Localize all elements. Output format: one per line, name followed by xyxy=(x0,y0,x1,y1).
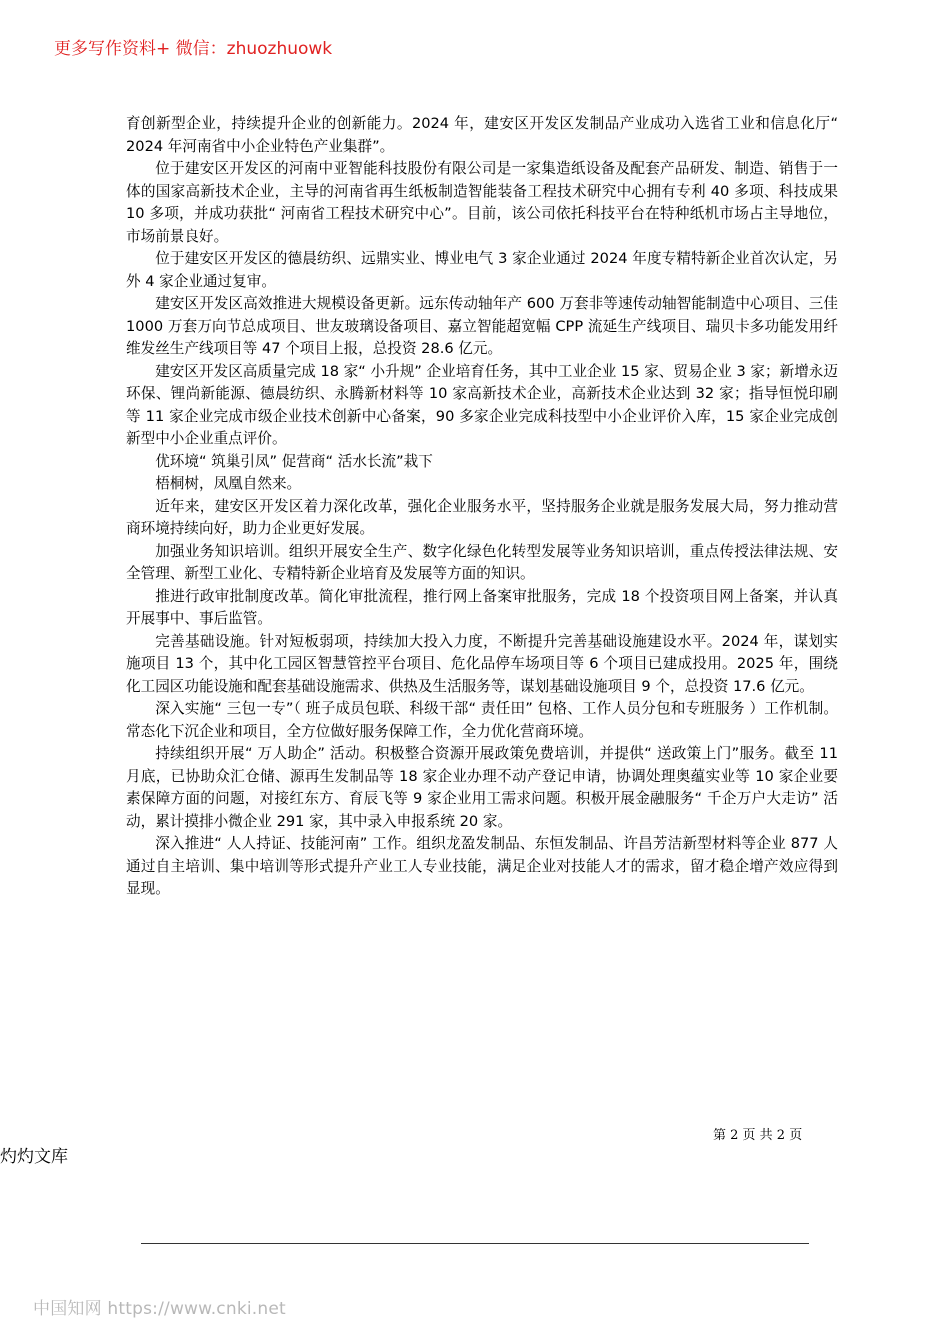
paragraph: 位于建安区开发区的河南中亚智能科技股份有限公司是一家集造纸设备及配套产品研发、制造、销售于一体的国家高新技术企业，主导的河南省再生纸板制造智能装备工程技术研究中心拥有专利 40 多项、科技成果 10 多项，并成功获批“ 河南省工程技术研究中心”。目前，该公司依托科技平台在特种纸机市场占主导地位，市场前景良好。 xyxy=(126,160,838,245)
promo-banner[interactable]: 更多写作资料+ 微信：zhuozhuowk xyxy=(54,39,333,59)
paragraph: 建安区开发区高效推进大规模设备更新。远东传动轴年产 600 万套非等速传动轴智能制造中心项目、三佳 1000 万套万向节总成项目、世友玻璃设备项目、嘉立智能超宽幅 CPP 流延生产线项目、瑞贝卡多功能发用纤维发丝生产线项目等 47 个项目上报，总投资 28.6 亿元。 xyxy=(126,295,838,357)
paragraph: 建安区开发区高质量完成 18 家“ 小升规” 企业培育任务，其中工业企业 15 家、贸易企业 3 家；新增永迈环保、锂尚新能源、德晨纺织、永腾新材料等 10 家高新技术企业，高新技术企业达到 32 家；指导恒悦印刷等 11 家企业完成市级企业技术创新中心备案，90 多家企业完成科技型中小企业评价入库，15 家企业完成创新型中小企业重点评价。 xyxy=(126,362,838,447)
section-heading: 优环境“ 筑巢引凤” 促营商“ 活水长流”栽下 xyxy=(155,452,433,470)
paragraph: 近年来，建安区开发区着力深化改革，强化企业服务水平，坚持服务企业就是服务发展大局，努力推动营商环境持续向好，助力企业更好发展。 xyxy=(126,497,838,537)
paragraph: 推进行政审批制度改革。简化审批流程，推行网上备案审批服务，完成 18 个投资项目网上备案，并认真开展事中、事后监管。 xyxy=(126,587,838,627)
paragraph: 深入推进“ 人人持证、技能河南” 工作。组织龙盈发制品、东恒发制品、许昌芳洁新型材料等企业 877 人通过自主培训、集中培训等形式提升产业工人专业技能，满足企业对技能人才的需求，留才稳企增产效应得到显现。 xyxy=(126,835,838,897)
paragraph: 深入实施“ 三包一专”（ 班子成员包联、科级干部“ 责任田” 包格、工作人员分包和专班服务 ）工作机制。常态化下沉企业和项目，全方位做好服务保障工作，全力优化营商环境。 xyxy=(126,700,838,740)
footer-divider xyxy=(141,1243,809,1244)
site-name: 灼灼文库 xyxy=(0,1147,68,1167)
paragraph: 持续组织开展“ 万人助企” 活动。积极整合资源开展政策免费培训，并提供“ 送政策上门”服务。截至 11 月底，已协助众汇仓储、源再生发制品等 18 家企业办理不动产登记申请，协调处理奥蕴实业等 10 家企业要素保障方面的问题，对接红东方、育辰飞等 9 家企业用工需求问题。积极开展金融服务“ 千企万户大走访” 活动，累计摸排小微企业 291 家，其中录入申报系统 20 家。 xyxy=(126,745,838,830)
paragraph: 完善基础设施。针对短板弱项，持续加大投入力度，不断提升完善基础设施建设水平。2024 年，谋划实施项目 13 个，其中化工园区智慧管控平台项目、危化品停车场项目等 6 个项目已建成投用。2025 年，围绕化工园区功能设施和配套基础设施需求、供热及生活服务等，谋划基础设施项目 9 个，总投资 17.6 亿元。 xyxy=(126,632,838,695)
paragraph: 位于建安区开发区的德晨纺织、远鼎实业、博业电气 3 家企业通过 2024 年度专精特新企业首次认定，另外 4 家企业通过复审。 xyxy=(126,250,838,290)
paragraph: 加强业务知识培训。组织开展安全生产、数字化绿色化转型发展等业务知识培训，重点传授法律法规、安全管理、新型工业化、专精特新企业培育及发展等方面的知识。 xyxy=(126,542,838,582)
paragraph: 育创新型企业，持续提升企业的创新能力。2024 年，建安区开发区发制品产业成功入选省工业和信息化厅“ 2024 年河南省中小企业特色产业集群”。 xyxy=(126,115,838,155)
page-number: 第 2 页 共 2 页 xyxy=(713,1128,803,1143)
document-body xyxy=(126,113,838,901)
paragraph: 梧桐树，凤凰自然来。 xyxy=(155,475,302,492)
cnki-watermark: 中国知网 https://www.cnki.net xyxy=(33,1299,286,1319)
